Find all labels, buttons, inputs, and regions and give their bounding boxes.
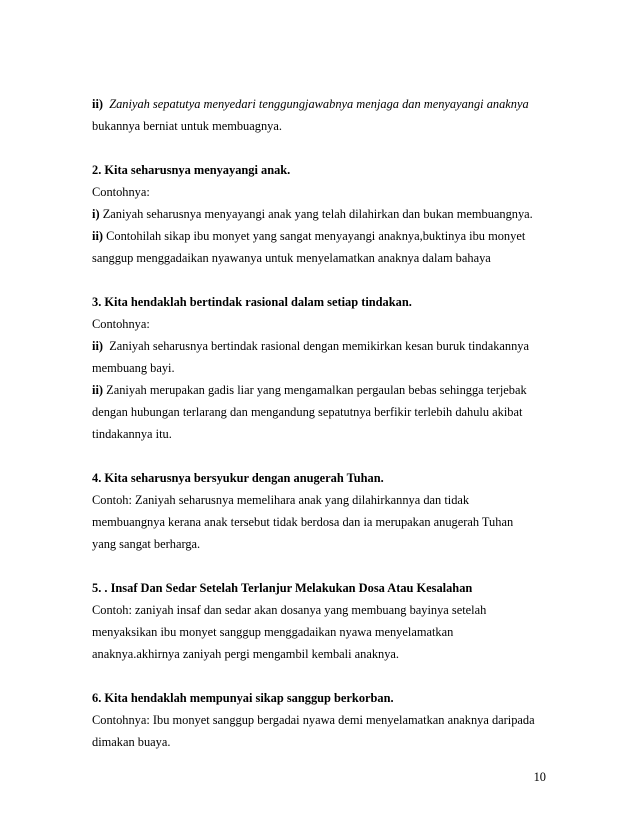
section-4-line-1: Contoh: Zaniyah seharusnya memelihara anak yang dilahirkannya dan tidak <box>92 493 470 507</box>
section-5-line-2: menyaksikan ibu monyet sanggup menggadaikan nyawa menyelamatkan <box>92 625 454 639</box>
section-2-sub: Contohnya: <box>92 185 150 199</box>
section-2-item-ii-label: ii) <box>92 229 104 243</box>
section-3-item-ii-label: ii) <box>92 383 104 397</box>
page-number: 10 <box>533 770 546 784</box>
section-3-item-ii-cont-1: dengan hubungan terlarang dan mengandung sepatutnya berfikir terlebih dahulu akibat <box>92 405 523 419</box>
section-6-line-1: Contohnya: Ibu monyet sanggup bergadai nyawa demi menyelamatkan anaknya daripada <box>92 713 535 727</box>
section-5-line-1: Contoh: zaniyah insaf dan sedar akan dosanya yang membuang bayinya setelah <box>92 603 487 617</box>
intro-text: Zaniyah sepatutya menyedari tenggungjawabnya menjaga dan menyayangi anaknya <box>109 97 529 111</box>
section-5-heading: 5. . Insaf Dan Sedar Setelah Terlanjur Melakukan Dosa Atau Kesalahan <box>92 581 473 595</box>
intro-label: ii) <box>92 97 104 111</box>
section-5-line-3: anaknya.akhirnya zaniyah pergi mengambil kembali anaknya. <box>92 647 400 661</box>
section-3-item-ii <box>92 379 550 401</box>
page-content <box>92 93 550 753</box>
section-2-item-ii-text: Contohilah sikap ibu monyet yang sangat menyayangi anaknya,buktinya ibu monyet <box>106 229 526 243</box>
section-3-item-ii-cont-2: tindakannya itu. <box>92 427 172 441</box>
section-2-item-i <box>92 203 550 225</box>
section-3-item-i-text: Zaniyah seharusnya bertindak rasional dengan memikirkan kesan buruk tindakannya <box>109 339 529 353</box>
section-3-item-i <box>92 335 550 357</box>
intro-line-2: bukannya berniat untuk membuagnya. <box>92 119 282 133</box>
intro-line-1 <box>92 93 550 115</box>
section-3-heading: 3. Kita hendaklah bertindak rasional dalam setiap tindakan. <box>92 295 412 309</box>
section-2-heading: 2. Kita seharusnya menyayangi anak. <box>92 163 291 177</box>
section-2-item-i-text: Zaniyah seharusnya menyayangi anak yang telah dilahirkan dan bukan membuangnya. <box>102 207 533 221</box>
section-3-item-ii-text: Zaniyah merupakan gadis liar yang mengamalkan pergaulan bebas sehingga terjebak <box>106 383 527 397</box>
section-6-heading: 6. Kita hendaklah mempunyai sikap sanggup berkorban. <box>92 691 394 705</box>
section-4-line-3: yang sangat berharga. <box>92 537 201 551</box>
section-3-item-i-label: ii) <box>92 339 104 353</box>
section-6-line-2: dimakan buaya. <box>92 735 171 749</box>
section-2-item-ii-cont: sanggup menggadaikan nyawanya untuk menyelamatkan anaknya dalam bahaya <box>92 251 491 265</box>
section-3-item-i-cont: membuang bayi. <box>92 361 175 375</box>
section-3-sub: Contohnya: <box>92 317 150 331</box>
section-4-heading: 4. Kita seharusnya bersyukur dengan anugerah Tuhan. <box>92 471 384 485</box>
section-2-item-i-label: i) <box>92 207 100 221</box>
section-2-item-ii <box>92 225 550 247</box>
section-4-line-2: membuangnya kerana anak tersebut tidak berdosa dan ia merupakan anugerah Tuhan <box>92 515 514 529</box>
